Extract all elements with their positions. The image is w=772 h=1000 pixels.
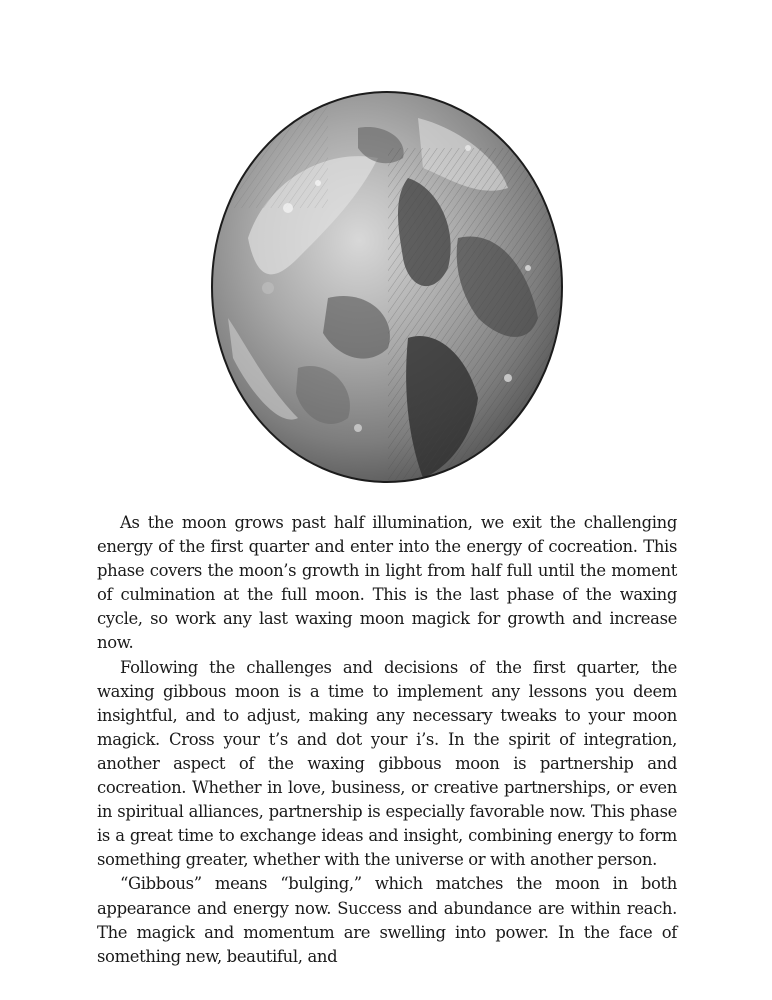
moon-illustration [208, 88, 566, 486]
body-text [97, 511, 677, 969]
moon-icon [208, 88, 566, 486]
paragraph: “Gibbous” means “bulging,” which matches the moon in both appearance and energy now. Success and abundance are within reach. The magick and momentum are swelling into power. In the face of something new, beautiful, and [97, 874, 677, 966]
paragraph: As the moon grows past half illumination, we exit the challenging energy of the first quarter and enter into the energy of cocreation. This phase covers the moon’s growth in light from half full until the moment of culmination at the full moon. This is the last phase of the waxing cycle, so work any last waxing moon magick for growth and increase now. [97, 513, 677, 653]
paragraph: Following the challenges and decisions of the first quarter, the waxing gibbous moon is a time to implement any lessons you deem insightful, and to adjust, making any necessary tweaks to your moon magick. Cross your t’s and dot your i’s. In the spirit of integration, another aspect of the waxing gibbous moon is partnership and cocreation. Whether in love, business, or creative partnerships, or even in spiritual alliances, partnership is especially favorable now. This phase is a great time to exchange ideas and insight, combining energy to form something greater, whether with the universe or with another person. [97, 657, 677, 870]
